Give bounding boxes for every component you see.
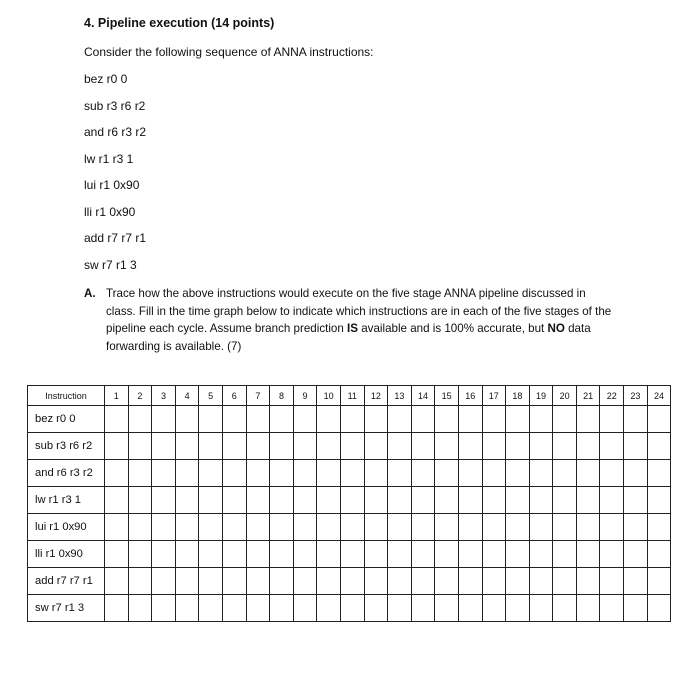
stage-cell[interactable] <box>293 433 317 460</box>
stage-cell[interactable] <box>270 406 294 433</box>
stage-cell[interactable] <box>506 514 530 541</box>
column-header-cycle: 22 <box>600 386 624 406</box>
stage-cell[interactable] <box>529 487 553 514</box>
stage-cell[interactable] <box>128 433 152 460</box>
table-row <box>28 433 671 460</box>
stage-cell[interactable] <box>364 406 388 433</box>
stage-cell[interactable] <box>506 487 530 514</box>
column-header-cycle: 11 <box>340 386 364 406</box>
row-instruction-label: lli r1 0x90 <box>28 541 105 568</box>
column-header-cycle: 23 <box>624 386 648 406</box>
stage-cell[interactable] <box>340 406 364 433</box>
stage-cell[interactable] <box>647 568 671 595</box>
stage-cell[interactable] <box>624 406 648 433</box>
table-row <box>28 595 671 622</box>
stage-cell[interactable] <box>317 595 341 622</box>
stage-cell[interactable] <box>270 568 294 595</box>
stage-cell[interactable] <box>270 487 294 514</box>
stage-cell[interactable] <box>105 433 129 460</box>
row-instruction-label: bez r0 0 <box>28 406 105 433</box>
column-header-cycle: 7 <box>246 386 270 406</box>
stage-cell[interactable] <box>293 568 317 595</box>
stage-cell[interactable] <box>506 406 530 433</box>
page-title: 4. Pipeline execution (14 points) <box>84 16 275 30</box>
stage-cell[interactable] <box>246 514 270 541</box>
column-header-cycle: 13 <box>388 386 412 406</box>
stage-cell[interactable] <box>364 514 388 541</box>
row-instruction-label: add r7 r7 r1 <box>28 568 105 595</box>
column-header-cycle: 6 <box>222 386 246 406</box>
stage-cell[interactable] <box>435 406 459 433</box>
stage-cell[interactable] <box>246 541 270 568</box>
stage-cell[interactable] <box>340 433 364 460</box>
stage-cell[interactable] <box>152 433 176 460</box>
list-item: and r6 r3 r2 <box>84 125 147 139</box>
stage-cell[interactable] <box>128 460 152 487</box>
stage-cell[interactable] <box>388 460 412 487</box>
stage-cell[interactable] <box>388 595 412 622</box>
stage-cell[interactable] <box>624 595 648 622</box>
column-header-cycle: 17 <box>482 386 506 406</box>
stage-cell[interactable] <box>411 595 435 622</box>
table-row <box>28 514 671 541</box>
stage-cell[interactable] <box>458 595 482 622</box>
stage-cell[interactable] <box>576 460 600 487</box>
stage-cell[interactable] <box>152 541 176 568</box>
stage-cell[interactable] <box>506 568 530 595</box>
stage-cell[interactable] <box>458 487 482 514</box>
list-item: lli r1 0x90 <box>84 204 136 219</box>
stage-cell[interactable] <box>482 595 506 622</box>
stage-cell[interactable] <box>553 460 577 487</box>
stage-cell[interactable] <box>105 460 129 487</box>
stage-cell[interactable] <box>199 406 223 433</box>
stage-cell[interactable] <box>246 406 270 433</box>
stage-cell[interactable] <box>293 460 317 487</box>
stage-cell[interactable] <box>600 514 624 541</box>
stage-cell[interactable] <box>506 460 530 487</box>
column-header-instruction: Instruction <box>28 386 105 406</box>
column-header-cycle: 10 <box>317 386 341 406</box>
table-row <box>28 541 671 568</box>
stage-cell[interactable] <box>388 514 412 541</box>
column-header-cycle: 8 <box>270 386 294 406</box>
stage-cell[interactable] <box>317 460 341 487</box>
stage-cell[interactable] <box>600 487 624 514</box>
stage-cell[interactable] <box>576 433 600 460</box>
column-header-cycle: 12 <box>364 386 388 406</box>
stage-cell[interactable] <box>411 433 435 460</box>
stage-cell[interactable] <box>647 406 671 433</box>
stage-cell[interactable] <box>553 568 577 595</box>
pipeline-time-graph <box>27 385 671 622</box>
list-item: sw r7 r1 3 <box>84 257 137 272</box>
stage-cell[interactable] <box>458 460 482 487</box>
stage-cell[interactable] <box>624 433 648 460</box>
stage-cell[interactable] <box>600 433 624 460</box>
column-header-cycle: 16 <box>458 386 482 406</box>
stage-cell[interactable] <box>411 406 435 433</box>
stage-cell[interactable] <box>553 595 577 622</box>
stage-cell[interactable] <box>199 487 223 514</box>
stage-cell[interactable] <box>411 514 435 541</box>
row-instruction-label: sw r7 r1 3 <box>28 595 105 622</box>
stage-cell[interactable] <box>411 541 435 568</box>
stage-cell[interactable] <box>199 595 223 622</box>
stage-cell[interactable] <box>222 487 246 514</box>
stage-cell[interactable] <box>553 541 577 568</box>
stage-cell[interactable] <box>529 514 553 541</box>
stage-cell[interactable] <box>624 541 648 568</box>
stage-cell[interactable] <box>340 460 364 487</box>
stage-cell[interactable] <box>576 406 600 433</box>
stage-cell[interactable] <box>246 460 270 487</box>
stage-cell[interactable] <box>435 595 459 622</box>
stage-cell[interactable] <box>364 487 388 514</box>
stage-cell[interactable] <box>458 541 482 568</box>
column-header-cycle: 18 <box>506 386 530 406</box>
stage-cell[interactable] <box>175 568 199 595</box>
stage-cell[interactable] <box>647 541 671 568</box>
stage-cell[interactable] <box>458 568 482 595</box>
stage-cell[interactable] <box>175 433 199 460</box>
stage-cell[interactable] <box>222 541 246 568</box>
row-instruction-label: sub r3 r6 r2 <box>28 433 105 460</box>
stage-cell[interactable] <box>246 487 270 514</box>
stage-cell[interactable] <box>246 595 270 622</box>
stage-cell[interactable] <box>411 487 435 514</box>
column-header-cycle: 15 <box>435 386 459 406</box>
stage-cell[interactable] <box>600 541 624 568</box>
stage-cell[interactable] <box>624 514 648 541</box>
stage-cell[interactable] <box>600 595 624 622</box>
column-header-cycle: 2 <box>128 386 152 406</box>
stage-cell[interactable] <box>364 460 388 487</box>
stage-cell[interactable] <box>435 541 459 568</box>
stage-cell[interactable] <box>317 433 341 460</box>
stage-cell[interactable] <box>152 460 176 487</box>
table-header-row <box>28 386 671 406</box>
stage-cell[interactable] <box>647 595 671 622</box>
stage-cell[interactable] <box>600 568 624 595</box>
stage-cell[interactable] <box>553 406 577 433</box>
question-emphasis: NO <box>547 322 565 335</box>
stage-cell[interactable] <box>152 487 176 514</box>
stage-cell[interactable] <box>482 541 506 568</box>
stage-cell[interactable] <box>222 595 246 622</box>
stage-cell[interactable] <box>553 487 577 514</box>
stage-cell[interactable] <box>482 568 506 595</box>
column-header-cycle: 21 <box>576 386 600 406</box>
stage-cell[interactable] <box>128 514 152 541</box>
stage-cell[interactable] <box>222 433 246 460</box>
stage-cell[interactable] <box>458 433 482 460</box>
stage-cell[interactable] <box>482 433 506 460</box>
stage-cell[interactable] <box>576 568 600 595</box>
stage-cell[interactable] <box>128 541 152 568</box>
stage-cell[interactable] <box>411 460 435 487</box>
stage-cell[interactable] <box>435 514 459 541</box>
stage-cell[interactable] <box>435 433 459 460</box>
stage-cell[interactable] <box>388 433 412 460</box>
stage-cell[interactable] <box>482 514 506 541</box>
intro-text: Consider the following sequence of ANNA instructions: <box>84 45 374 59</box>
stage-cell[interactable] <box>246 568 270 595</box>
stage-cell[interactable] <box>270 433 294 460</box>
stage-cell[interactable] <box>317 406 341 433</box>
stage-cell[interactable] <box>529 568 553 595</box>
stage-cell[interactable] <box>364 541 388 568</box>
stage-cell[interactable] <box>199 514 223 541</box>
column-header-cycle: 3 <box>152 386 176 406</box>
stage-cell[interactable] <box>105 514 129 541</box>
row-instruction-label: lui r1 0x90 <box>28 514 105 541</box>
stage-cell[interactable] <box>152 568 176 595</box>
stage-cell[interactable] <box>647 487 671 514</box>
stage-cell[interactable] <box>435 487 459 514</box>
stage-cell[interactable] <box>128 595 152 622</box>
stage-cell[interactable] <box>317 514 341 541</box>
stage-cell[interactable] <box>340 595 364 622</box>
stage-cell[interactable] <box>222 460 246 487</box>
stage-cell[interactable] <box>482 487 506 514</box>
stage-cell[interactable] <box>411 568 435 595</box>
stage-cell[interactable] <box>553 514 577 541</box>
stage-cell[interactable] <box>624 568 648 595</box>
list-item: bez r0 0 <box>84 72 128 86</box>
row-instruction-label: and r6 r3 r2 <box>28 460 105 487</box>
stage-cell[interactable] <box>317 487 341 514</box>
stage-cell[interactable] <box>458 514 482 541</box>
stage-cell[interactable] <box>553 433 577 460</box>
stage-cell[interactable] <box>105 487 129 514</box>
table-row <box>28 487 671 514</box>
stage-cell[interactable] <box>529 406 553 433</box>
stage-cell[interactable] <box>388 541 412 568</box>
stage-cell[interactable] <box>222 406 246 433</box>
stage-cell[interactable] <box>317 541 341 568</box>
question-text <box>106 285 614 355</box>
stage-cell[interactable] <box>270 595 294 622</box>
question-text-part: data forwarding is available. (7) <box>106 322 591 353</box>
question-label: A. <box>84 287 96 300</box>
column-header-cycle: 20 <box>553 386 577 406</box>
stage-cell[interactable] <box>270 514 294 541</box>
stage-cell[interactable] <box>576 514 600 541</box>
stage-cell[interactable] <box>482 460 506 487</box>
stage-cell[interactable] <box>175 460 199 487</box>
stage-cell[interactable] <box>293 541 317 568</box>
column-header-cycle: 19 <box>529 386 553 406</box>
stage-cell[interactable] <box>529 541 553 568</box>
stage-cell[interactable] <box>293 595 317 622</box>
column-header-cycle: 9 <box>293 386 317 406</box>
stage-cell[interactable] <box>576 487 600 514</box>
list-item: lui r1 0x90 <box>84 178 140 192</box>
stage-cell[interactable] <box>388 568 412 595</box>
stage-cell[interactable] <box>647 460 671 487</box>
stage-cell[interactable] <box>482 406 506 433</box>
stage-cell[interactable] <box>435 568 459 595</box>
column-header-cycle: 4 <box>175 386 199 406</box>
stage-cell[interactable] <box>529 460 553 487</box>
stage-cell[interactable] <box>293 514 317 541</box>
stage-cell[interactable] <box>199 460 223 487</box>
stage-cell[interactable] <box>529 433 553 460</box>
stage-cell[interactable] <box>128 568 152 595</box>
stage-cell[interactable] <box>340 487 364 514</box>
stage-cell[interactable] <box>128 406 152 433</box>
stage-cell[interactable] <box>175 595 199 622</box>
table-row <box>28 406 671 433</box>
stage-cell[interactable] <box>270 541 294 568</box>
stage-cell[interactable] <box>529 595 553 622</box>
stage-cell[interactable] <box>222 568 246 595</box>
stage-cell[interactable] <box>388 406 412 433</box>
stage-cell[interactable] <box>340 541 364 568</box>
stage-cell[interactable] <box>364 595 388 622</box>
stage-cell[interactable] <box>576 595 600 622</box>
stage-cell[interactable] <box>293 406 317 433</box>
stage-cell[interactable] <box>175 406 199 433</box>
stage-cell[interactable] <box>317 568 341 595</box>
stage-cell[interactable] <box>624 487 648 514</box>
stage-cell[interactable] <box>246 433 270 460</box>
stage-cell[interactable] <box>175 514 199 541</box>
stage-cell[interactable] <box>152 595 176 622</box>
column-header-cycle: 1 <box>105 386 129 406</box>
question-a <box>84 285 614 355</box>
stage-cell[interactable] <box>199 433 223 460</box>
question-emphasis: IS <box>347 322 358 335</box>
stage-cell[interactable] <box>435 460 459 487</box>
stage-cell[interactable] <box>647 514 671 541</box>
stage-cell[interactable] <box>506 433 530 460</box>
stage-cell[interactable] <box>105 568 129 595</box>
stage-cell[interactable] <box>458 406 482 433</box>
stage-cell[interactable] <box>175 487 199 514</box>
stage-cell[interactable] <box>152 406 176 433</box>
stage-cell[interactable] <box>576 541 600 568</box>
stage-cell[interactable] <box>152 514 176 541</box>
stage-cell[interactable] <box>293 487 317 514</box>
question-text-part: available and is 100% accurate, but <box>358 322 548 335</box>
stage-cell[interactable] <box>340 514 364 541</box>
stage-cell[interactable] <box>624 460 648 487</box>
stage-cell[interactable] <box>600 406 624 433</box>
table-row <box>28 460 671 487</box>
stage-cell[interactable] <box>270 460 294 487</box>
column-header-cycle: 5 <box>199 386 223 406</box>
column-header-cycle: 24 <box>647 386 671 406</box>
question-text-part: Trace how the above instructions would execute on the five stage ANNA pipeline discussed in class. Fill in the time graph below to indicate which instructions are in each of the five stages of the pipeline each cycle. Assume branch prediction <box>106 287 612 335</box>
instruction-list <box>84 72 146 284</box>
stage-cell[interactable] <box>222 514 246 541</box>
table-row <box>28 568 671 595</box>
list-item: lw r1 r3 1 <box>84 151 134 166</box>
column-header-cycle: 14 <box>411 386 435 406</box>
stage-cell[interactable] <box>340 568 364 595</box>
stage-cell[interactable] <box>506 595 530 622</box>
table-body <box>28 406 671 622</box>
stage-cell[interactable] <box>199 568 223 595</box>
list-item: add r7 r7 r1 <box>84 231 147 245</box>
stage-cell[interactable] <box>506 541 530 568</box>
stage-cell[interactable] <box>364 568 388 595</box>
stage-cell[interactable] <box>105 541 129 568</box>
stage-cell[interactable] <box>105 406 129 433</box>
stage-cell[interactable] <box>128 487 152 514</box>
stage-cell[interactable] <box>647 433 671 460</box>
stage-cell[interactable] <box>364 433 388 460</box>
stage-cell[interactable] <box>105 595 129 622</box>
stage-cell[interactable] <box>388 487 412 514</box>
row-instruction-label: lw r1 r3 1 <box>28 487 105 514</box>
stage-cell[interactable] <box>600 460 624 487</box>
stage-cell[interactable] <box>199 541 223 568</box>
stage-cell[interactable] <box>175 541 199 568</box>
list-item: sub r3 r6 r2 <box>84 98 146 113</box>
